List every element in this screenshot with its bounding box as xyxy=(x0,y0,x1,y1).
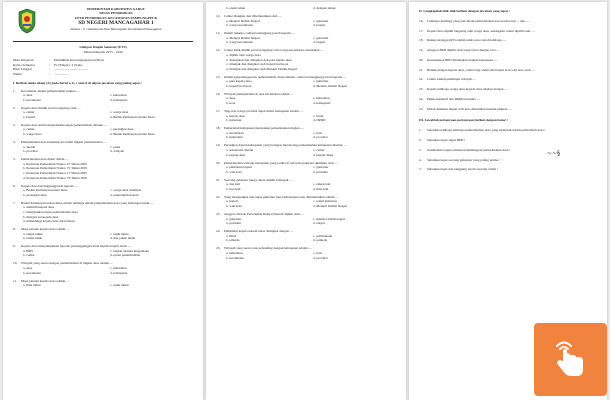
answer-option: b. Peraturan Pemerintah Nomor 72 Tahun 2005 xyxy=(23,166,88,171)
question-number: 3. xyxy=(13,122,16,127)
question xyxy=(419,19,597,24)
answer-option: c. warga desa setempat xyxy=(110,188,142,193)
answer-option: d. melindungi kepala desa dari bahaya xyxy=(23,219,75,224)
question xyxy=(419,97,597,102)
question-number: 18. xyxy=(216,126,221,131)
question-text: Masa jabatan kepala desa adalah .... xyxy=(21,278,70,283)
letterhead-line-1: PEMERINTAH KABUPATEN GARUT xyxy=(87,7,145,11)
answer-option: b. kecamatan xyxy=(23,97,41,102)
question-number: 1. xyxy=(13,88,16,93)
question-number: 21. xyxy=(216,177,221,182)
question xyxy=(419,68,597,73)
question-text: Sebutkan tugas seorang gubernur yang paling utama ! xyxy=(427,157,500,162)
answer-option: c. warga desa xyxy=(110,110,129,115)
answer-option: d. Menteri Dalam Negeri xyxy=(313,204,348,209)
answer-option: d. bupati xyxy=(313,40,325,45)
answer-option: a. memilih kepala desa xyxy=(23,205,55,210)
answer-option: d. dua puluh tahun xyxy=(110,236,136,241)
meta-key: Mata Pelajaran xyxy=(13,58,34,63)
question-text: Pemilihan kepala daerah biasa disingkat dengan .... xyxy=(224,229,294,234)
question-text: Sebutkan lembaga-lembaga pemerintahan desa yang termasuk dalam pemerintah desa ! xyxy=(427,128,546,133)
question xyxy=(419,87,597,92)
question-text: Kepala desa bertanggungjawab kepada .... xyxy=(21,183,79,188)
answer-option: c. kota xyxy=(313,130,323,135)
exam-year: Tahun Pelajaran 2015 – 2016 xyxy=(83,49,123,54)
question-text: Kepala desa menyampaikan laporan pertanggungjawaban kepada bupati lewat .... xyxy=(21,244,132,249)
answer-option: b. wali kota xyxy=(226,169,242,174)
answer-option: b. perangkat desa xyxy=(23,192,47,197)
answer-option: d. presiden xyxy=(313,169,328,174)
question-number: 2. xyxy=(13,105,16,110)
question-number: 20. xyxy=(419,57,424,62)
answer-option: d. lima kali xyxy=(313,186,329,191)
answer-option: b. warga kecamatan xyxy=(226,23,253,28)
exam-meta xyxy=(13,58,193,76)
question-text: Wilayah yang setara dengan pemerintahan di tingkat desa adalah .... xyxy=(21,261,114,266)
answer-option: d. kabupaten xyxy=(110,97,128,102)
answer-option: a. camat xyxy=(23,127,35,132)
meta-row xyxy=(13,72,193,77)
answer-option: a. gubernur xyxy=(226,216,242,221)
question-text: Perangkat daerah kabupaten yang bertugas merancang pemerintahan kabupaten disebut .... xyxy=(224,143,347,148)
answer-option: b. camat xyxy=(23,253,35,258)
answer-options xyxy=(226,131,396,140)
answer-options xyxy=(23,249,193,258)
answer-option: d. Peraturan Pemerintah Nomor 70 Tahun 2005 xyxy=(23,175,88,180)
answer-options xyxy=(226,36,396,45)
question-number: 21. xyxy=(419,67,424,72)
answer-option: b. kelurahan xyxy=(226,135,243,140)
answer-option: b. kota xyxy=(226,101,236,106)
answer-option: b. provinsi xyxy=(23,149,38,154)
answer-option: b. kecamatan xyxy=(226,255,244,260)
answer-options xyxy=(23,266,193,275)
answer-options xyxy=(23,205,193,223)
question-text: Kesepakatan BPD dituangkan dengan keputusan .... xyxy=(427,57,498,62)
letterhead-line-3: UPTD PENDIDIKAN KECAMATAN PAMEUNGPEUK xyxy=(74,15,158,20)
answer-option: c. menteri dalam negeri xyxy=(313,216,346,221)
question-text: Lembaga-lembaga yang ada dalam pemerintahan desa terdiri atas ... dan .... xyxy=(427,18,530,23)
answer-option: a. kecamatan xyxy=(226,130,244,135)
meta-value: IV (Empat) / I (Satu) xyxy=(54,62,83,67)
answer-option: a. lima tahun xyxy=(23,283,41,288)
question-number: 2. xyxy=(419,137,422,142)
question-text: Pemerintahan desa diatur dalam .... xyxy=(21,157,69,162)
answer-option: b. bupati/wali kota xyxy=(226,83,252,88)
question-number: 4. xyxy=(13,140,16,145)
answer-option: a. desa xyxy=(23,266,33,271)
answer-option: d. kabupaten xyxy=(313,101,331,106)
question-number: 22. xyxy=(216,194,221,199)
question-text: Kepala desa dipilih secara langsung oleh .... xyxy=(21,105,81,110)
question-text: Camat tidak dipilih secara langsung oleh warga kecamatan, melainkan .... xyxy=(224,48,324,53)
answer-option: b. presiden xyxy=(226,221,241,226)
answer-option: c. ditunjuk dan diangkat oleh bupati/wali kota xyxy=(226,62,289,67)
answer-option: c. gubernur xyxy=(313,165,329,170)
question-number: 5. xyxy=(419,167,422,172)
question xyxy=(419,38,597,43)
answer-option: d. Badan Permusyawaratan Desa xyxy=(110,132,155,137)
answer-option: c. kota xyxy=(313,251,323,255)
question-text: Gambarkan bagan susunan kelembagaan pemerintahan desa ! xyxy=(427,147,511,152)
question-number: 24. xyxy=(419,97,424,102)
answer-option: a. dipilih oleh warga desa xyxy=(226,52,261,57)
question-number: 23. xyxy=(419,87,424,92)
answer-options xyxy=(23,127,193,136)
answer-option: b. kecamatan xyxy=(23,270,41,275)
question-number: 18. xyxy=(419,38,424,43)
answer-options xyxy=(23,283,193,288)
answer-options xyxy=(226,182,396,191)
question-text: Kepala desa dipilih langsung oleh warga desa, sedangkan camat dipilih oleh .... xyxy=(427,28,535,33)
answer-option: a. Badan Permusyawaratan Desa xyxy=(23,188,68,193)
question-text: Kecamatan adalah pemerintahan tingkat .... xyxy=(21,88,80,93)
question-text: Wilayah yang setara atau sebanding dengan kabupaten adalah .... xyxy=(224,246,312,251)
question-text: Anggota Dewan Perwakilan Rakyat Daerah dipilih oleh .... xyxy=(224,212,304,217)
question xyxy=(419,148,597,153)
question-text: Sebutkan tugas dan tanggung jawab seorang camat ! xyxy=(427,167,499,172)
question-number: 25. xyxy=(216,246,221,251)
signature: ~~§ xyxy=(547,150,561,157)
answer-options xyxy=(226,19,396,28)
answer-options xyxy=(23,232,193,241)
question-number: 16. xyxy=(216,91,221,96)
answer-option: b. gubernur xyxy=(226,118,242,123)
question-number: 5. xyxy=(13,157,16,162)
question xyxy=(419,107,597,112)
answer-options xyxy=(226,6,396,11)
answer-options xyxy=(23,110,193,119)
answer-option: c. tujuh tahun xyxy=(110,231,129,236)
document-page-2 xyxy=(206,2,406,400)
answer-options xyxy=(23,188,193,197)
question-number: 25. xyxy=(419,106,424,111)
meta-key: Hari/ Tanggal xyxy=(13,67,32,72)
question-number: 12. xyxy=(216,13,221,18)
question-number: 9. xyxy=(13,244,16,249)
question-number: 20. xyxy=(216,160,221,165)
answer-option: d. kabupaten xyxy=(110,270,128,275)
answer-option: a. sekretariat daerah xyxy=(226,147,254,152)
question-text: Rukun tetangga (RT) adalah salah satu contoh lembaga .... xyxy=(427,38,507,43)
meta-colon: : xyxy=(49,58,50,63)
answer-option: a. Menteri Dalam Negeri xyxy=(226,35,260,40)
question-number: 17. xyxy=(419,28,424,33)
answer-option: d. pemerintah daerah xyxy=(110,192,139,197)
answer-option: a. pembantu bupati xyxy=(226,165,252,170)
question-number: 1. xyxy=(419,128,422,133)
question-text: Seorang gubernur hanya dapat dipilih sebanyak .... xyxy=(224,177,293,182)
question-text: Anggota BPD dipilih oleh warga desa dengan cara .... xyxy=(427,48,500,53)
answer-option: b. warga desa xyxy=(23,132,42,137)
answer-option: d. pulkada xyxy=(313,238,328,243)
answer-option: c. perangkat desa xyxy=(110,127,134,132)
question-number: 13. xyxy=(216,31,221,36)
answer-option: a. desa xyxy=(226,96,236,101)
question-text: Dalam penyelenggaraan pemerintahan di kecamatan, camat bertanggung jawab kepada .... xyxy=(224,74,347,79)
answer-option: a. dua kali xyxy=(226,182,241,187)
question-number: 24. xyxy=(216,229,221,234)
answer-options xyxy=(226,148,396,157)
fill-in-list xyxy=(419,19,597,112)
question-number: 3. xyxy=(419,147,422,152)
answer-options xyxy=(23,145,193,154)
question-number: 16. xyxy=(419,18,424,23)
answer-option: b. warga kecamatan xyxy=(226,40,253,45)
question-text: Sebutkan tugas-tugas BPD ! xyxy=(427,137,466,142)
answer-option: a. empat tahun xyxy=(23,231,43,236)
answer-options xyxy=(226,165,396,174)
question-text: Pemerintahan desa termasuk ke dalam tingkat pemerintahan .... xyxy=(21,140,107,145)
exam-title: Ulangan Tengah Semester (UTS) xyxy=(79,45,127,49)
answer-option: c. wakil gubernur xyxy=(313,199,337,204)
question-number: 6. xyxy=(13,183,16,188)
answer-option: b. wali kota xyxy=(226,204,242,209)
answer-options xyxy=(226,53,396,71)
meta-colon: : xyxy=(49,62,50,67)
answer-option: c. kelurahan xyxy=(110,266,127,271)
question-number: 22. xyxy=(419,77,424,82)
question-list-page-2 xyxy=(216,6,396,260)
question xyxy=(419,48,597,53)
answer-option: a. daerah xyxy=(23,144,36,149)
question-number: 14. xyxy=(216,48,221,53)
question xyxy=(419,58,597,63)
answer-options xyxy=(226,234,396,243)
answer-option: b. tiga kali xyxy=(226,186,241,191)
answer-options xyxy=(226,114,396,123)
answer-option: b. enam tahun xyxy=(226,6,246,10)
question-text: Kepala desa dalam menjalankan tugas pemerintahan dibantu .... xyxy=(21,122,108,127)
meta-colon: : xyxy=(49,71,50,76)
question-number: 11. xyxy=(13,278,18,283)
answer-option: d. provinsi xyxy=(313,135,328,140)
answer-option: a. bupati xyxy=(226,199,238,204)
question xyxy=(419,128,597,133)
answer-option: a. kepala desa xyxy=(226,113,245,118)
question-text: Pihak eksekutif dan DPRD bersama .... xyxy=(427,97,481,102)
question-text: Yang mengangkat dan tugas gubernur jika berhalangan atau diberhentikan adalah .... xyxy=(224,194,339,199)
question-number: 19. xyxy=(419,48,424,53)
answer-option: d. bupati xyxy=(313,23,325,28)
question-number: 19. xyxy=(216,143,221,148)
answer-option: b. ditetapkan dan diangkat oleh para kepala desa xyxy=(226,57,292,62)
answer-option: d. kepala dinas xyxy=(313,152,334,157)
answer-option: a. BPD xyxy=(23,248,33,253)
answer-option: b. enam tahun xyxy=(23,236,43,241)
answer-option: d. ditunjuk dan diangkat oleh Menteri Dalam Negeri xyxy=(226,66,298,71)
question-text: Kepala lembaga warga desa kepada desa disebut dengan .... xyxy=(427,87,508,92)
section-1-heading: I. Berilah tanda silang (X) pada huruf a, b, c atau d di depan jawaban yang paling tepat ! xyxy=(13,80,142,85)
answer-option: a. camat xyxy=(23,110,35,115)
answer-option: d. Badan Permusyawaratan Desa xyxy=(110,114,155,119)
answer-option: a. desa xyxy=(23,93,33,98)
answer-option: c. gubernur xyxy=(313,79,329,84)
answer-option: d. provinsi xyxy=(313,255,328,260)
question-text: Badan Permusyawaratan Desa adalah lembaga dalam pemerintahan desa yang berfungsi untuk .... xyxy=(21,200,154,205)
tap-gesture-icon xyxy=(551,340,591,380)
answer-option: b. kepala desa xyxy=(226,152,246,157)
question-text: Istilah dinaikan bupati wali kota dihasilkan melalui pilkada .... xyxy=(427,106,512,111)
answer-option: a. Menteri Dalam Negeri xyxy=(226,18,260,23)
question-text: Bentuk dengan kepala desa, camat bagi wakil dan bupati atau wali kota oleh .... xyxy=(427,67,535,72)
question xyxy=(419,29,597,34)
question-text: Tiap-tiap warga provinsi dapat diatur kabupaten adalah .... xyxy=(224,109,303,114)
school-address: Alamat : Jl. Cikalamerak Desa Mancagahar Kecamatan Pameungpeuk xyxy=(70,26,162,31)
question-number: 17. xyxy=(216,109,221,114)
answer-option: c. tujuh tahun xyxy=(110,283,129,288)
answer-options xyxy=(23,93,193,102)
question-text: Pemerintahan wilayah kabupaten yang terdiri di wilayah pedesaan dipimpin oleh .... xyxy=(224,160,338,165)
question-text: Camat diangkat dan diberhentikan oleh .... xyxy=(224,13,282,18)
question-number: 7. xyxy=(13,200,16,205)
answer-options xyxy=(226,251,396,260)
answer-option: a. PKD xyxy=(226,233,236,238)
answer-options xyxy=(226,217,396,226)
question-number: 4. xyxy=(419,157,422,162)
answer-option: d. Menteri Dalam Negeri xyxy=(313,83,348,88)
answer-option: b. pilkada xyxy=(226,238,240,243)
answer-option: c. kelurahan xyxy=(313,96,330,101)
answer-option: c. empat kali xyxy=(313,182,331,187)
meta-key: Waktu xyxy=(13,71,22,76)
question-text: Wilayah pemerintahan di atas kecamatan adalah .... xyxy=(224,91,294,96)
question xyxy=(419,77,597,82)
answer-option: b. mengawasi kepala desa xyxy=(23,214,59,219)
question xyxy=(419,167,597,172)
meta-value: ................. xyxy=(54,71,69,76)
answer-option: b. bupati xyxy=(23,114,35,119)
answer-option: c. pusat xyxy=(110,144,121,149)
answer-option: c. lurah xyxy=(313,113,324,118)
answer-option: d. delapan tahun xyxy=(313,6,336,10)
meta-key: Kelas/ Semester xyxy=(13,62,35,67)
answer-option: c. camat xyxy=(313,147,325,152)
document-page-1 xyxy=(3,2,203,400)
answer-option: d. DPRD xyxy=(313,118,326,123)
letterhead xyxy=(13,6,193,42)
answer-option: a. Peraturan Pemerintah Nomor 27 Tahun 2005 xyxy=(23,161,88,166)
question xyxy=(419,158,597,163)
meta-colon: : xyxy=(49,67,50,72)
answer-option: d. rakyat xyxy=(313,221,325,226)
answer-option: c. menjalankan tugas pemerintahan desa xyxy=(23,209,78,214)
meta-value: Pendidikan Kewarganegaraan (PKn) xyxy=(54,58,104,63)
section-3-heading: III. Jawablah pertanyaan-pertanyaan berikut dengan benar ! xyxy=(419,118,508,123)
essay-list xyxy=(419,128,597,172)
answer-option: c. kelurahan xyxy=(110,93,127,98)
question-number: 8. xyxy=(13,227,16,232)
answer-option: c. bagian tatanan keagamaan xyxy=(110,248,149,253)
question-text: Pemerintah kabupaten merupakan pemerintahan tingkat .... xyxy=(224,126,304,131)
answer-options xyxy=(226,79,396,88)
question-number: 10. xyxy=(13,261,18,266)
answer-options xyxy=(226,96,396,105)
answer-options xyxy=(23,162,193,180)
section-2-heading: II. Lengkapilah titik-titik berikut dengan jawaban yang tepat ! xyxy=(419,9,510,13)
question-number: 23. xyxy=(216,212,221,217)
question-list-page-1 xyxy=(13,89,193,288)
school-name: SD NEGERI MANCAGAHAR 1 xyxy=(78,20,154,27)
answer-option: a. para kepala desa xyxy=(226,79,252,84)
letterhead-line-2: DINAS PENDIDIKAN xyxy=(99,11,133,16)
question xyxy=(419,138,597,143)
answer-option: c. gubernur xyxy=(313,18,329,23)
meta-value: ........................................ xyxy=(54,67,88,72)
answer-option: c. gubernur xyxy=(313,35,329,40)
question-text: Dalam bekerja, camat bertanggung jawab kepada .... xyxy=(224,31,296,36)
answer-option: d. peran pemerintahan xyxy=(110,253,141,258)
answer-option: d. wilayah xyxy=(110,149,125,154)
question-text: Camat adalah pemimpin wilayah .... xyxy=(427,77,476,82)
answer-option: a. kelurahan xyxy=(226,251,243,255)
tap-gesture-button[interactable] xyxy=(534,323,607,396)
answer-option: c. pemilukada xyxy=(313,233,333,238)
answer-options xyxy=(226,199,396,208)
question-number: 15. xyxy=(216,74,221,79)
question-text: Masa jabatan kepala desa adalah .... xyxy=(21,227,70,232)
answer-option: c. Peraturan Pemerintah Nomor 17 Tahun 2005 xyxy=(23,171,88,176)
regency-emblem-icon xyxy=(17,8,37,34)
